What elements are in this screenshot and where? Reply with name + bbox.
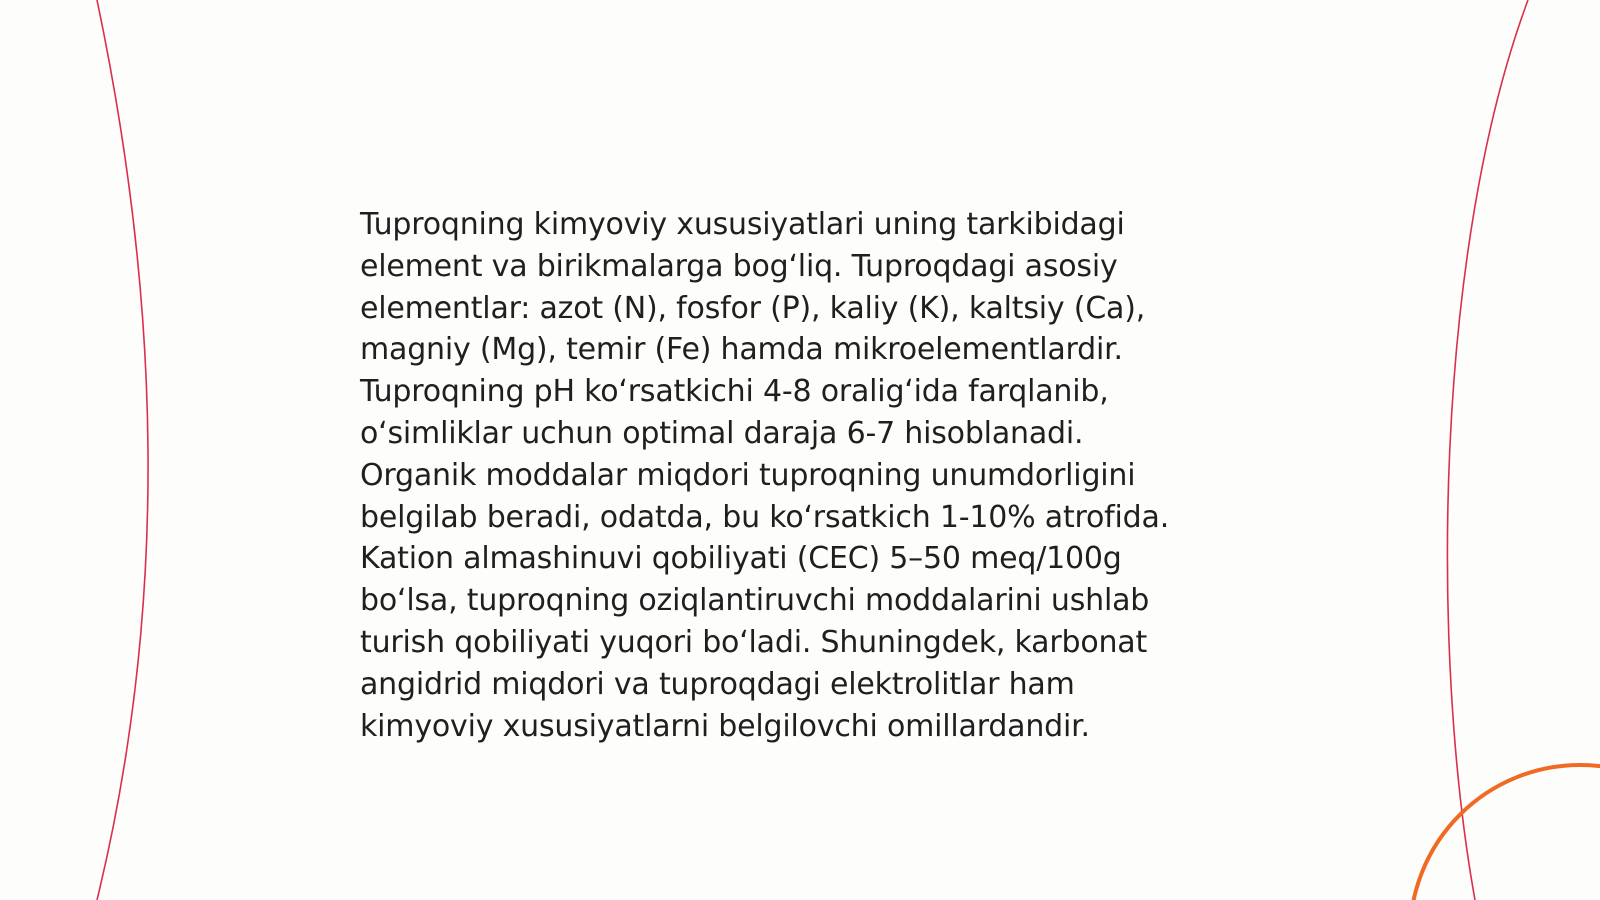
body-line: angidrid miqdori va tuproqdagi elektrolitlar ham bbox=[360, 666, 1075, 702]
body-line: elementlar: azot (N), fosfor (P), kaliy (K), kaltsiy (Ca), bbox=[360, 290, 1146, 326]
body-line: magniy (Mg), temir (Fe) hamda mikroelementlardir. bbox=[360, 332, 1123, 368]
right-curve bbox=[1447, 0, 1528, 900]
body-line: turish qobiliyati yuqori bo‘ladi. Shuningdek, karbonat bbox=[360, 624, 1148, 660]
body-line: Tuproqning pH ko‘rsatkichi 4-8 oralig‘ida farqlanib, bbox=[360, 374, 1109, 410]
body-line: Tuproqning kimyoviy xususiyatlari uning tarkibidagi bbox=[360, 207, 1125, 242]
body-line: bo‘lsa, tuproqning oziqlantiruvchi moddalarini ushlab bbox=[360, 583, 1150, 619]
body-paragraph bbox=[360, 204, 1260, 747]
orange-circle-arc bbox=[1410, 765, 1600, 900]
body-line: kimyoviy xususiyatlarni belgilovchi omillardandir. bbox=[360, 708, 1090, 744]
body-line: o‘simliklar uchun optimal daraja 6-7 hisoblanadi. bbox=[360, 415, 1084, 451]
body-line: belgilab beradi, odatda, bu ko‘rsatkich 1-10% atrofida. bbox=[360, 499, 1170, 535]
left-curve bbox=[97, 0, 148, 900]
body-line: Kation almashinuvi qobiliyati (CEC) 5–50 meq/100g bbox=[360, 541, 1122, 577]
body-line: Organik moddalar miqdori tuproqning unumdorligini bbox=[360, 457, 1136, 493]
body-line: element va birikmalarga bog‘liq. Tuproqdagi asosiy bbox=[360, 248, 1118, 284]
